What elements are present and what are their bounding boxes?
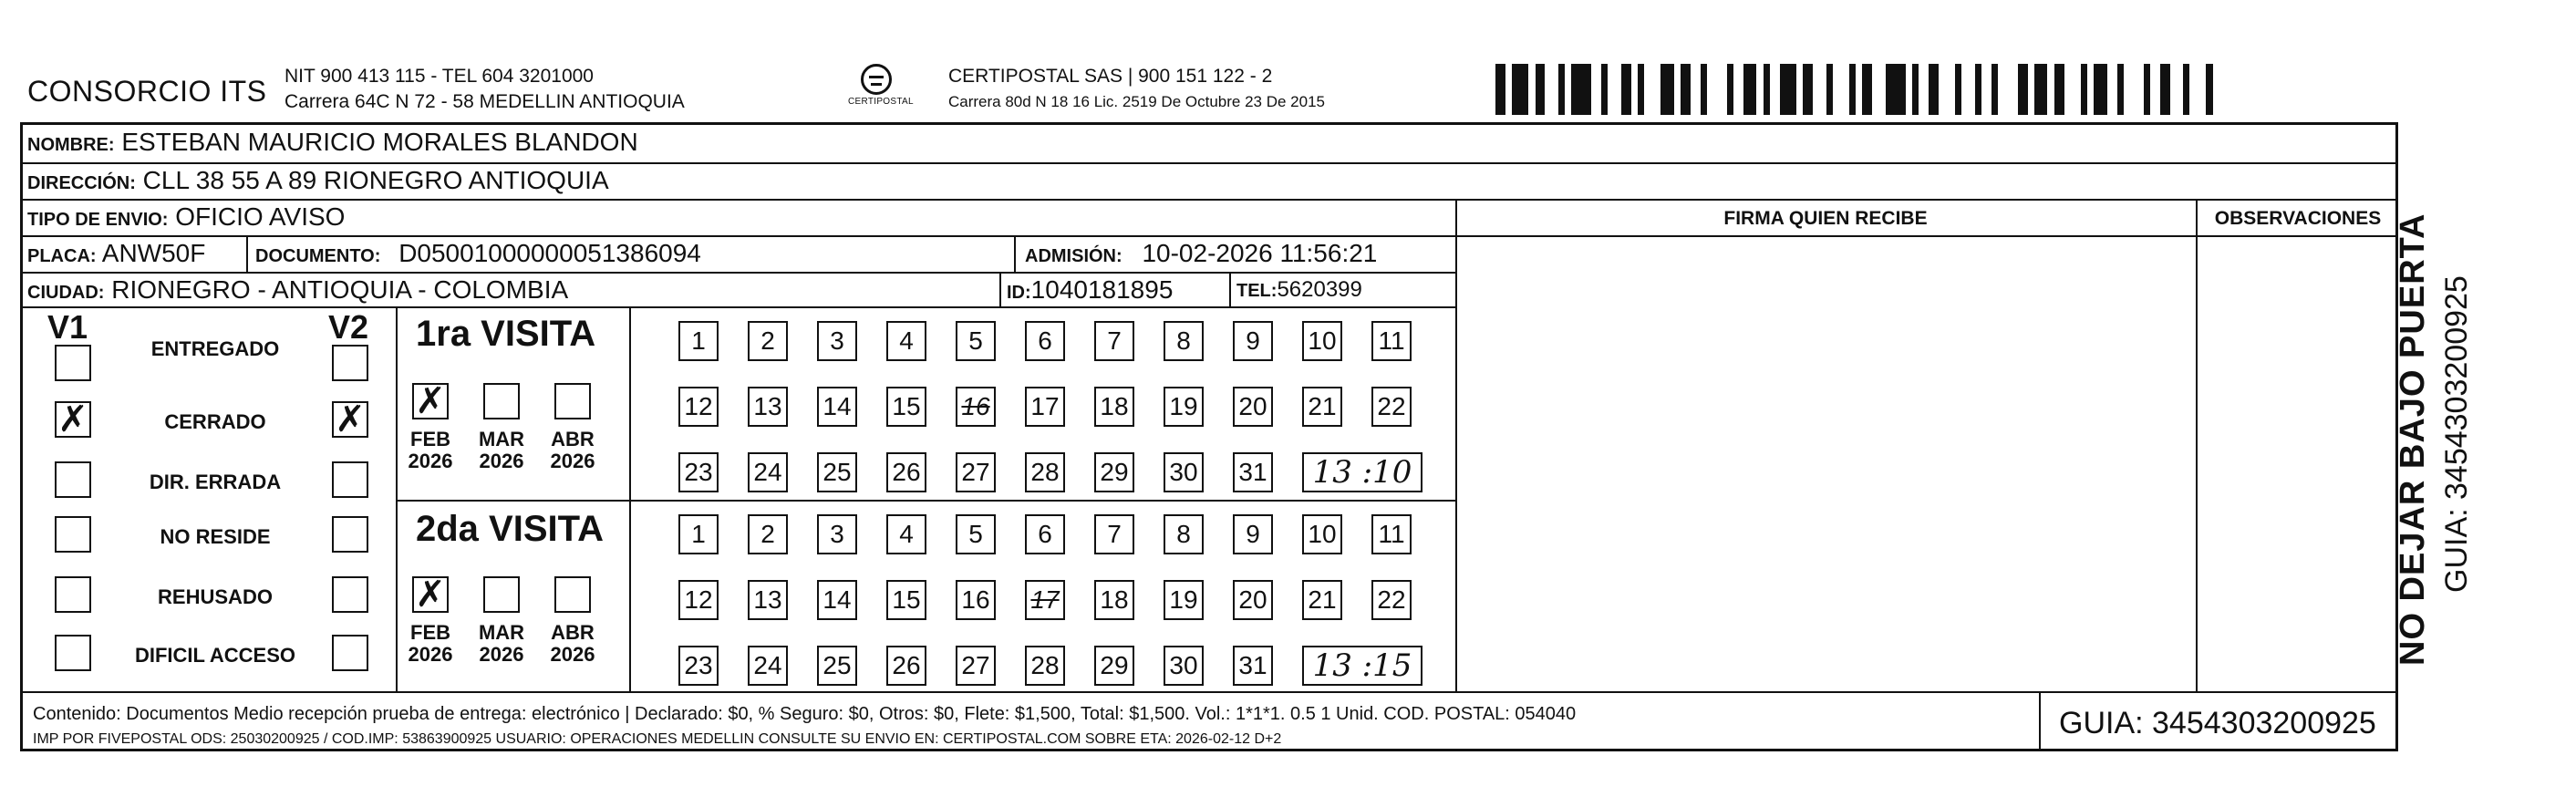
- visit2-day-15[interactable]: 15: [886, 580, 926, 620]
- v1-header: V1: [47, 308, 88, 346]
- visit1-title: 1ra VISITA: [416, 314, 596, 354]
- visit2-day-13[interactable]: 13: [748, 580, 788, 620]
- ciudad-value: RIONEGRO - ANTIOQUIA - COLOMBIA: [111, 275, 569, 304]
- visit2-month-label: FEB 2026: [408, 621, 453, 666]
- firma-header: FIRMA QUIEN RECIBE: [1723, 208, 1928, 229]
- status-label: NO RESIDE: [160, 525, 271, 548]
- nombre-row: [27, 128, 638, 157]
- visit1-day-7[interactable]: 7: [1094, 321, 1134, 361]
- visit2-day-23[interactable]: 23: [678, 646, 719, 686]
- visit2-month-checkbox[interactable]: ✗: [412, 576, 449, 613]
- visit1-month-label: ABR 2026: [550, 428, 595, 472]
- admision-label: ADMISIÓN:: [1025, 246, 1122, 266]
- visit2-month-checkbox[interactable]: [483, 576, 520, 613]
- v2-header: V2: [328, 308, 369, 346]
- documento-value: D05001000000051386094: [398, 239, 701, 267]
- direccion-row: [27, 166, 609, 195]
- visit1-day-17[interactable]: 17: [1025, 387, 1065, 427]
- placa-field: [27, 239, 205, 268]
- visit2-day-18[interactable]: 18: [1094, 580, 1134, 620]
- footer-content: Contenido: Documentos Medio recepción prueba de entrega: electrónico | Declarado: $0, % Seguro: $0, Otros: $0, Flete: $1,500, Total: $1,500. Vol.: 1*1*1. 0.5 1 Unid. COD. POSTAL: 054040: [33, 704, 1577, 724]
- visit2-day-17[interactable]: 17: [1025, 580, 1065, 620]
- visit1-day-10[interactable]: 10: [1302, 321, 1342, 361]
- visit1-month-checkbox[interactable]: [483, 383, 520, 419]
- ciudad-field: [27, 275, 568, 305]
- visit2-month-checkbox[interactable]: [554, 576, 591, 613]
- v1-checkbox-entregado[interactable]: [55, 345, 91, 381]
- visit2-day-11[interactable]: 11: [1371, 514, 1412, 554]
- visit1-time: 13 :10: [1302, 452, 1422, 492]
- visit1-day-2[interactable]: 2: [748, 321, 788, 361]
- side-guia-number: GUIA: 3454303200925: [2439, 275, 2474, 593]
- status-label: DIR. ERRADA: [149, 471, 282, 493]
- carrier-info: [948, 64, 1325, 115]
- envelope-circle-icon: [861, 64, 892, 95]
- visit2-day-3[interactable]: 3: [817, 514, 857, 554]
- visit1-day-26[interactable]: 26: [886, 452, 926, 492]
- observaciones-header: OBSERVACIONES: [2214, 208, 2382, 229]
- documento-field: [255, 239, 701, 268]
- nit-line: NIT 900 413 115 - TEL 604 3201000: [284, 66, 594, 87]
- visit1-day-14[interactable]: 14: [817, 387, 857, 427]
- admision-value: 10-02-2026 11:56:21: [1142, 239, 1378, 267]
- visit2-day-21[interactable]: 21: [1302, 580, 1342, 620]
- visit1-month-label: MAR 2026: [478, 428, 525, 472]
- visit1-day-25[interactable]: 25: [817, 452, 857, 492]
- footer-print-info: IMP POR FIVEPOSTAL ODS: 25030200925 / COD.IMP: 53863900925 USUARIO: OPERACIONES MEDELLIN CONSULTE SU ENVIO EN: CERTIPOSTAL.COM SOBRE ETA: 2026-02-12 D+2: [33, 731, 1282, 747]
- visit2-day-31[interactable]: 31: [1233, 646, 1273, 686]
- direccion-value: CLL 38 55 A 89 RIONEGRO ANTIOQUIA: [142, 166, 609, 194]
- tel-label: TEL:: [1236, 281, 1278, 301]
- v2-checkbox-entregado[interactable]: [332, 345, 368, 381]
- carrier-line: CERTIPOSTAL SAS | 900 151 122 - 2: [948, 66, 1273, 87]
- certipostal-logo: [848, 64, 914, 119]
- nombre-label: NOMBRE:: [27, 135, 115, 155]
- visit1-day-23[interactable]: 23: [678, 452, 719, 492]
- visit1-day-20[interactable]: 20: [1233, 387, 1273, 427]
- v2-checkbox-dir-errada[interactable]: [332, 461, 368, 498]
- company-info: [284, 64, 685, 115]
- visit2-day-6[interactable]: 6: [1025, 514, 1065, 554]
- visit1-day-27[interactable]: 27: [956, 452, 996, 492]
- v2-checkbox-no-reside[interactable]: [332, 516, 368, 553]
- visit2-day-2[interactable]: 2: [748, 514, 788, 554]
- visit1-month-checkbox[interactable]: ✗: [412, 383, 449, 419]
- visit2-day-26[interactable]: 26: [886, 646, 926, 686]
- visit2-day-29[interactable]: 29: [1094, 646, 1134, 686]
- visit2-day-30[interactable]: 30: [1164, 646, 1204, 686]
- logo-text: CERTIPOSTAL: [848, 97, 914, 107]
- status-label: ENTREGADO: [150, 337, 280, 360]
- visit2-month-label: MAR 2026: [478, 621, 525, 666]
- visit2-day-22[interactable]: 22: [1371, 580, 1412, 620]
- visit1-day-28[interactable]: 28: [1025, 452, 1065, 492]
- visit1-day-1[interactable]: 1: [678, 321, 719, 361]
- visit2-title: 2da VISITA: [416, 509, 604, 549]
- visit2-day-9[interactable]: 9: [1233, 514, 1273, 554]
- visit1-day-31[interactable]: 31: [1233, 452, 1273, 492]
- v1-checkbox-rehusado[interactable]: [55, 576, 91, 613]
- nombre-value: ESTEBAN MAURICIO MORALES BLANDON: [121, 128, 638, 156]
- visit1-day-6[interactable]: 6: [1025, 321, 1065, 361]
- visit1-day-18[interactable]: 18: [1094, 387, 1134, 427]
- visit2-day-27[interactable]: 27: [956, 646, 996, 686]
- status-label: REHUSADO: [158, 585, 273, 608]
- admision-field: [1025, 239, 1377, 268]
- visit2-day-25[interactable]: 25: [817, 646, 857, 686]
- v2-checkbox-dificil-acceso[interactable]: [332, 635, 368, 671]
- v1-checkbox-dificil-acceso[interactable]: [55, 635, 91, 671]
- placa-value: ANW50F: [101, 239, 206, 267]
- guia-number: GUIA: 3454303200925: [2059, 706, 2376, 740]
- side-warning: NO DEJAR BAJO PUERTA: [2394, 212, 2432, 666]
- tipo-envio-label: TIPO DE ENVIO:: [27, 210, 169, 230]
- tel-field: [1236, 277, 1362, 303]
- visit2-time: 13 :15: [1302, 646, 1422, 686]
- visit1-month-checkbox[interactable]: [554, 383, 591, 419]
- placa-label: PLACA:: [27, 246, 97, 266]
- visit1-day-22[interactable]: 22: [1371, 387, 1412, 427]
- company-address: Carrera 64C N 72 - 58 MEDELLIN ANTIOQUIA: [284, 91, 685, 112]
- visit1-day-4[interactable]: 4: [886, 321, 926, 361]
- visit1-day-30[interactable]: 30: [1164, 452, 1204, 492]
- visit1-day-24[interactable]: 24: [748, 452, 788, 492]
- visit2-day-28[interactable]: 28: [1025, 646, 1065, 686]
- visit2-day-12[interactable]: 12: [678, 580, 719, 620]
- visit2-day-1[interactable]: 1: [678, 514, 719, 554]
- tipo-envio-row: [27, 202, 345, 232]
- id-field: [1007, 275, 1173, 305]
- visit1-day-5[interactable]: 5: [956, 321, 996, 361]
- id-label: ID:: [1007, 283, 1031, 303]
- visit1-day-13[interactable]: 13: [748, 387, 788, 427]
- visit2-day-20[interactable]: 20: [1233, 580, 1273, 620]
- v1-checkbox-no-reside[interactable]: [55, 516, 91, 553]
- visit2-month-label: ABR 2026: [550, 621, 595, 666]
- v1-checkbox-cerrado[interactable]: ✗: [55, 401, 91, 438]
- visit1-day-19[interactable]: 19: [1164, 387, 1204, 427]
- tipo-envio-value: OFICIO AVISO: [175, 202, 346, 231]
- id-value: 1040181895: [1030, 275, 1174, 304]
- status-label: DIFICIL ACCESO: [134, 644, 295, 667]
- visit1-month-label: FEB 2026: [408, 428, 453, 472]
- carrier-address: Carrera 80d N 18 16 Lic. 2519 De Octubre 23 De 2015: [948, 93, 1325, 110]
- v1-checkbox-dir-errada[interactable]: [55, 461, 91, 498]
- direccion-label: DIRECCIÓN:: [27, 173, 136, 193]
- visit1-day-29[interactable]: 29: [1094, 452, 1134, 492]
- visit1-day-12[interactable]: 12: [678, 387, 719, 427]
- v2-checkbox-rehusado[interactable]: [332, 576, 368, 613]
- visit2-day-16[interactable]: 16: [956, 580, 996, 620]
- visit2-day-5[interactable]: 5: [956, 514, 996, 554]
- visit1-day-21[interactable]: 21: [1302, 387, 1342, 427]
- visit2-day-7[interactable]: 7: [1094, 514, 1134, 554]
- ciudad-label: CIUDAD:: [27, 283, 105, 303]
- visit2-day-10[interactable]: 10: [1302, 514, 1342, 554]
- v2-checkbox-cerrado[interactable]: ✗: [332, 401, 368, 438]
- visit1-day-8[interactable]: 8: [1164, 321, 1204, 361]
- visit2-day-4[interactable]: 4: [886, 514, 926, 554]
- tel-value: 5620399: [1277, 277, 1362, 302]
- visit1-day-15[interactable]: 15: [886, 387, 926, 427]
- visit1-day-11[interactable]: 11: [1371, 321, 1412, 361]
- barcode: [1495, 64, 2223, 115]
- visit1-day-16[interactable]: 16: [956, 387, 996, 427]
- visit2-day-14[interactable]: 14: [817, 580, 857, 620]
- visit2-day-19[interactable]: 19: [1164, 580, 1204, 620]
- visit2-day-24[interactable]: 24: [748, 646, 788, 686]
- documento-label: DOCUMENTO:: [255, 246, 381, 266]
- visit1-day-9[interactable]: 9: [1233, 321, 1273, 361]
- company-name: CONSORCIO ITS: [27, 75, 267, 108]
- status-label: CERRADO: [164, 410, 266, 433]
- visit1-day-3[interactable]: 3: [817, 321, 857, 361]
- visit2-day-8[interactable]: 8: [1164, 514, 1204, 554]
